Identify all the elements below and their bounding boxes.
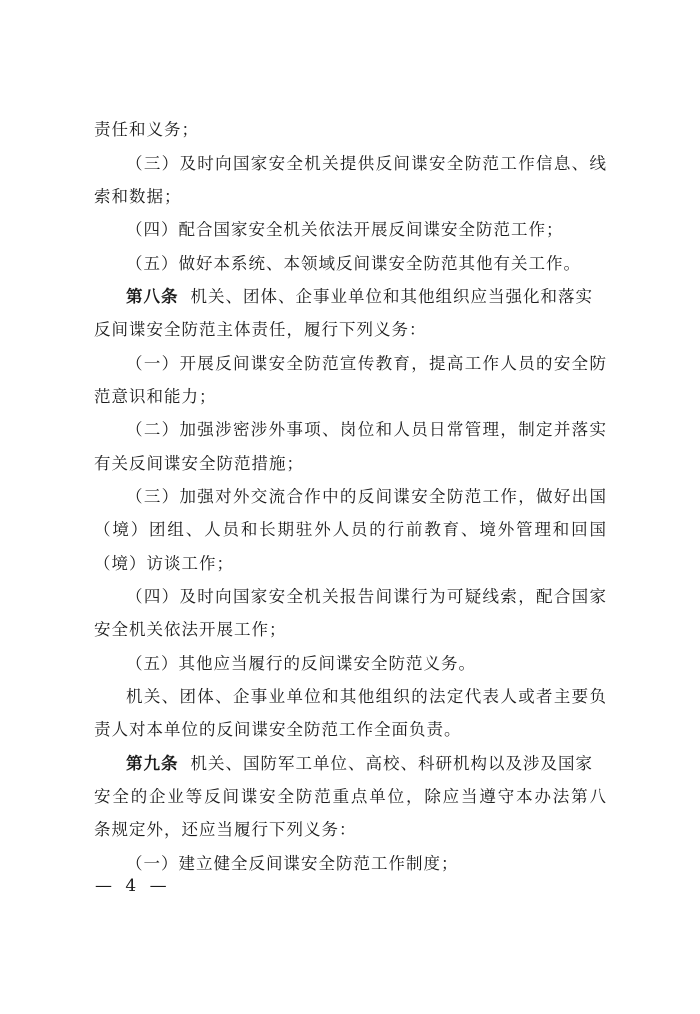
article-8-paragraph [126, 287, 593, 307]
text-line: 有关反间谍安全防范措施； [94, 454, 304, 473]
text-line: 机关、国防军工单位、高校、科研机构以及涉及国家 [190, 754, 593, 773]
text-line: （三）及时向国家安全机关提供反间谍安全防范工作信息、线 [126, 154, 606, 173]
text-line: 安全机关依法开展工作； [94, 620, 287, 639]
text-line: 范意识和能力； [94, 387, 217, 406]
text-line: 索和数据； [94, 187, 182, 206]
text-line: （五）做好本系统、本领域反间谍安全防范其他有关工作。 [126, 254, 581, 273]
text-line: （三）加强对外交流合作中的反间谍安全防范工作，做好出国 [126, 487, 606, 506]
article-9-paragraph [126, 754, 593, 774]
article-9-title: 第九条 [126, 754, 179, 773]
article-8-title: 第八条 [126, 287, 179, 306]
text-line: （境）团组、人员和长期驻外人员的行前教育、境外管理和回国 [94, 520, 606, 539]
text-line: 责任和义务； [94, 120, 199, 139]
text-line: （一）开展反间谍安全防范宣传教育，提高工作人员的安全防 [126, 354, 606, 373]
text-line: （境）访谈工作； [94, 554, 234, 573]
text-line: 安全的企业等反间谍安全防范重点单位，除应当遵守本办法第八 [94, 787, 606, 806]
text-line: （一）建立健全反间谍安全防范工作制度； [126, 854, 459, 873]
text-line: 机关、团体、企事业单位和其他组织应当强化和落实 [190, 287, 593, 306]
text-line: 条规定外，还应当履行下列义务： [94, 820, 357, 839]
text-line: 机关、团体、企事业单位和其他组织的法定代表人或者主要负 [126, 687, 606, 706]
text-line: 反间谍安全防范主体责任，履行下列义务： [94, 320, 427, 339]
text-line: （五）其他应当履行的反间谍安全防范义务。 [126, 654, 476, 673]
text-line: （四）及时向国家安全机关报告间谍行为可疑线索，配合国家 [126, 587, 606, 606]
page-number: — 4 — [95, 876, 171, 896]
text-line: （二）加强涉密涉外事项、岗位和人员日常管理，制定并落实 [126, 420, 606, 439]
text-line: 责人对本单位的反间谍安全防范工作全面负责。 [94, 720, 462, 739]
text-line: （四）配合国家安全机关依法开展反间谍安全防范工作； [126, 220, 564, 239]
